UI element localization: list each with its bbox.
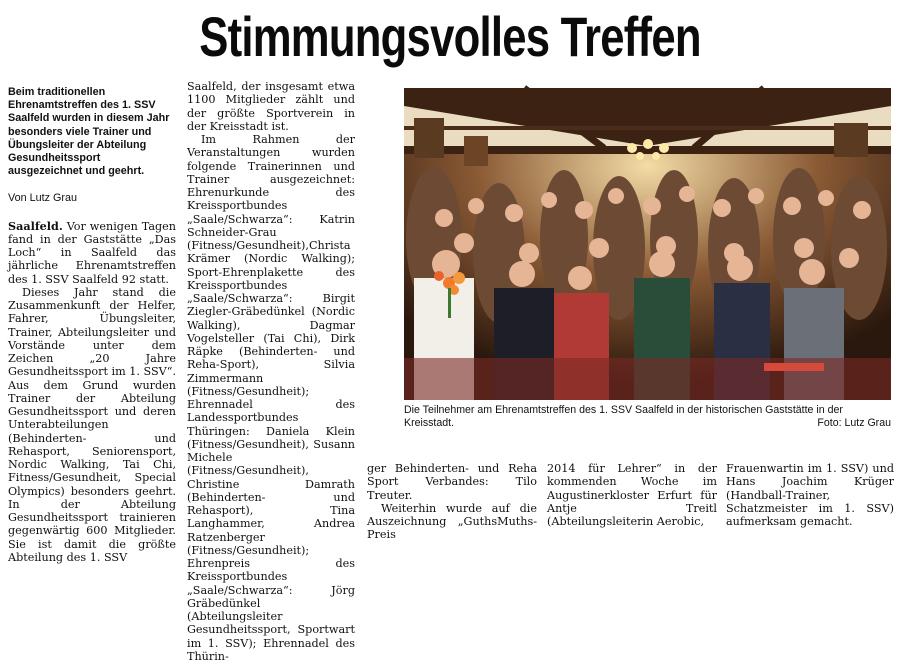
dateline: Saalfeld. — [8, 218, 63, 233]
paragraph-text: Vor wenigen Tagen fand in der Gaststätte „Das Loch“ in Saalfeld das jährliche Ehrenamtstreffen des 1. SSV Saalfeld 92 statt. — [8, 219, 176, 286]
photo-caption: Die Teilnehmer am Ehrenamtstreffen des 1. SSV Saalfeld in der historischen Gaststätte in der Kreisstadt. — [404, 404, 843, 429]
article-column-2 — [187, 80, 355, 663]
paragraph: Dieses Jahr stand die Zusammenkunft der Helfer, Fahrer, Übungsleiter, Trainer, Abteilungsleiter und Vorstände unter dem Zeichen „20 Jahre Gesundheitssport im 1. SSV“. Aus dem Grund wurden Trainer der Abteilung Gesundheitssport und deren Unterabteilungen (Behinderten- und Rehasport, Seniorensport, Nordic Walking, Tai Chi, Fitness/Gesundheit, Special Olympics) besonders geehrt. In der Abteilung Gesundheitssport trainieren gegenwärtig 600 Mitglieder. Sie ist damit die größte Abteilung des 1. SSV — [8, 285, 177, 564]
group-photo — [404, 88, 891, 400]
photo-credit: Foto: Lutz Grau — [817, 417, 891, 429]
paragraph: Im Rahmen der Veranstaltungen wurden folgende Trainerinnen und Trainer ausgezeichnet: Ehrenurkunde des Kreissportbundes „Saale/Schwarza“: Katrin Schneider-Grau (Fitness/Gesundheit),Christa Krämer (Nordic Walking); Sport-Ehrenplakette des Kreissportbundes „Saale/Schwarza“: Birgit Ziegler-Gräbedünkel (Nordic Walking), Dagmar Vogelsteller (Tai Chi), Dirk Räpke (Behinderten- und Reha-Sport), Silvia Zimmermann (Fitness/Gesundheit); Ehrennadel des Landessportbundes Thüringen: Daniela Klein (Fitness/Gesundheit), Susann Michele (Fitness/Gesundheit), Christine Damrath (Behinderten- und Rehasport), Tina Langhammer, Andrea Ratzenberger (Fitness/Gesundheit); Ehrenpreis des Kreissportbundes „Saale/Schwarza“: Jörg Gräbedünkel (Abteilungsleiter Gesundheitssport, Sportwart im 1. SSV); Ehrennadel des Thürin- — [187, 133, 355, 663]
paragraph: Saalfeld, der insgesamt etwa 1100 Mitglieder zählt und der größte Sportverein in der Kreisstadt ist. — [187, 80, 355, 133]
article-byline: Von Lutz Grau — [8, 192, 78, 205]
article-lead: Beim traditionellen Ehrenamtstreffen des 1. SSV Saalfeld wurden in diesem Jahr besonders viele Trainer und Übungsleiter der Abteilung Gesundheitssport ausgezeichnet und geehrt. — [8, 86, 170, 178]
paragraph: Frauenwartin im 1. SSV) und Hans Joachim Krüger (Handball-Trainer, Schatzmeister im 1. SSV) aufmerksam gemacht. — [726, 462, 894, 528]
paragraph: ger Behinderten- und Reha Sport Verbandes: Tilo Treuter. — [367, 462, 537, 502]
paragraph: Weiterhin wurde auf die Auszeichnung „GuthsMuths-Preis — [367, 501, 537, 542]
article-column-1 — [8, 86, 176, 564]
article-column-3 — [367, 462, 537, 542]
group-photo-image — [404, 88, 891, 400]
article-headline: Stimmungsvolles Treffen — [199, 5, 701, 68]
paragraph: 2014 für Lehrer“ in der kommenden Woche im Augustinerkloster Erfurt für Antje Treitl (Abteilungsleiterin Aerobic, — [547, 462, 717, 528]
paragraph — [8, 220, 176, 286]
article-column-5 — [726, 462, 894, 528]
article-column-4 — [547, 462, 717, 528]
